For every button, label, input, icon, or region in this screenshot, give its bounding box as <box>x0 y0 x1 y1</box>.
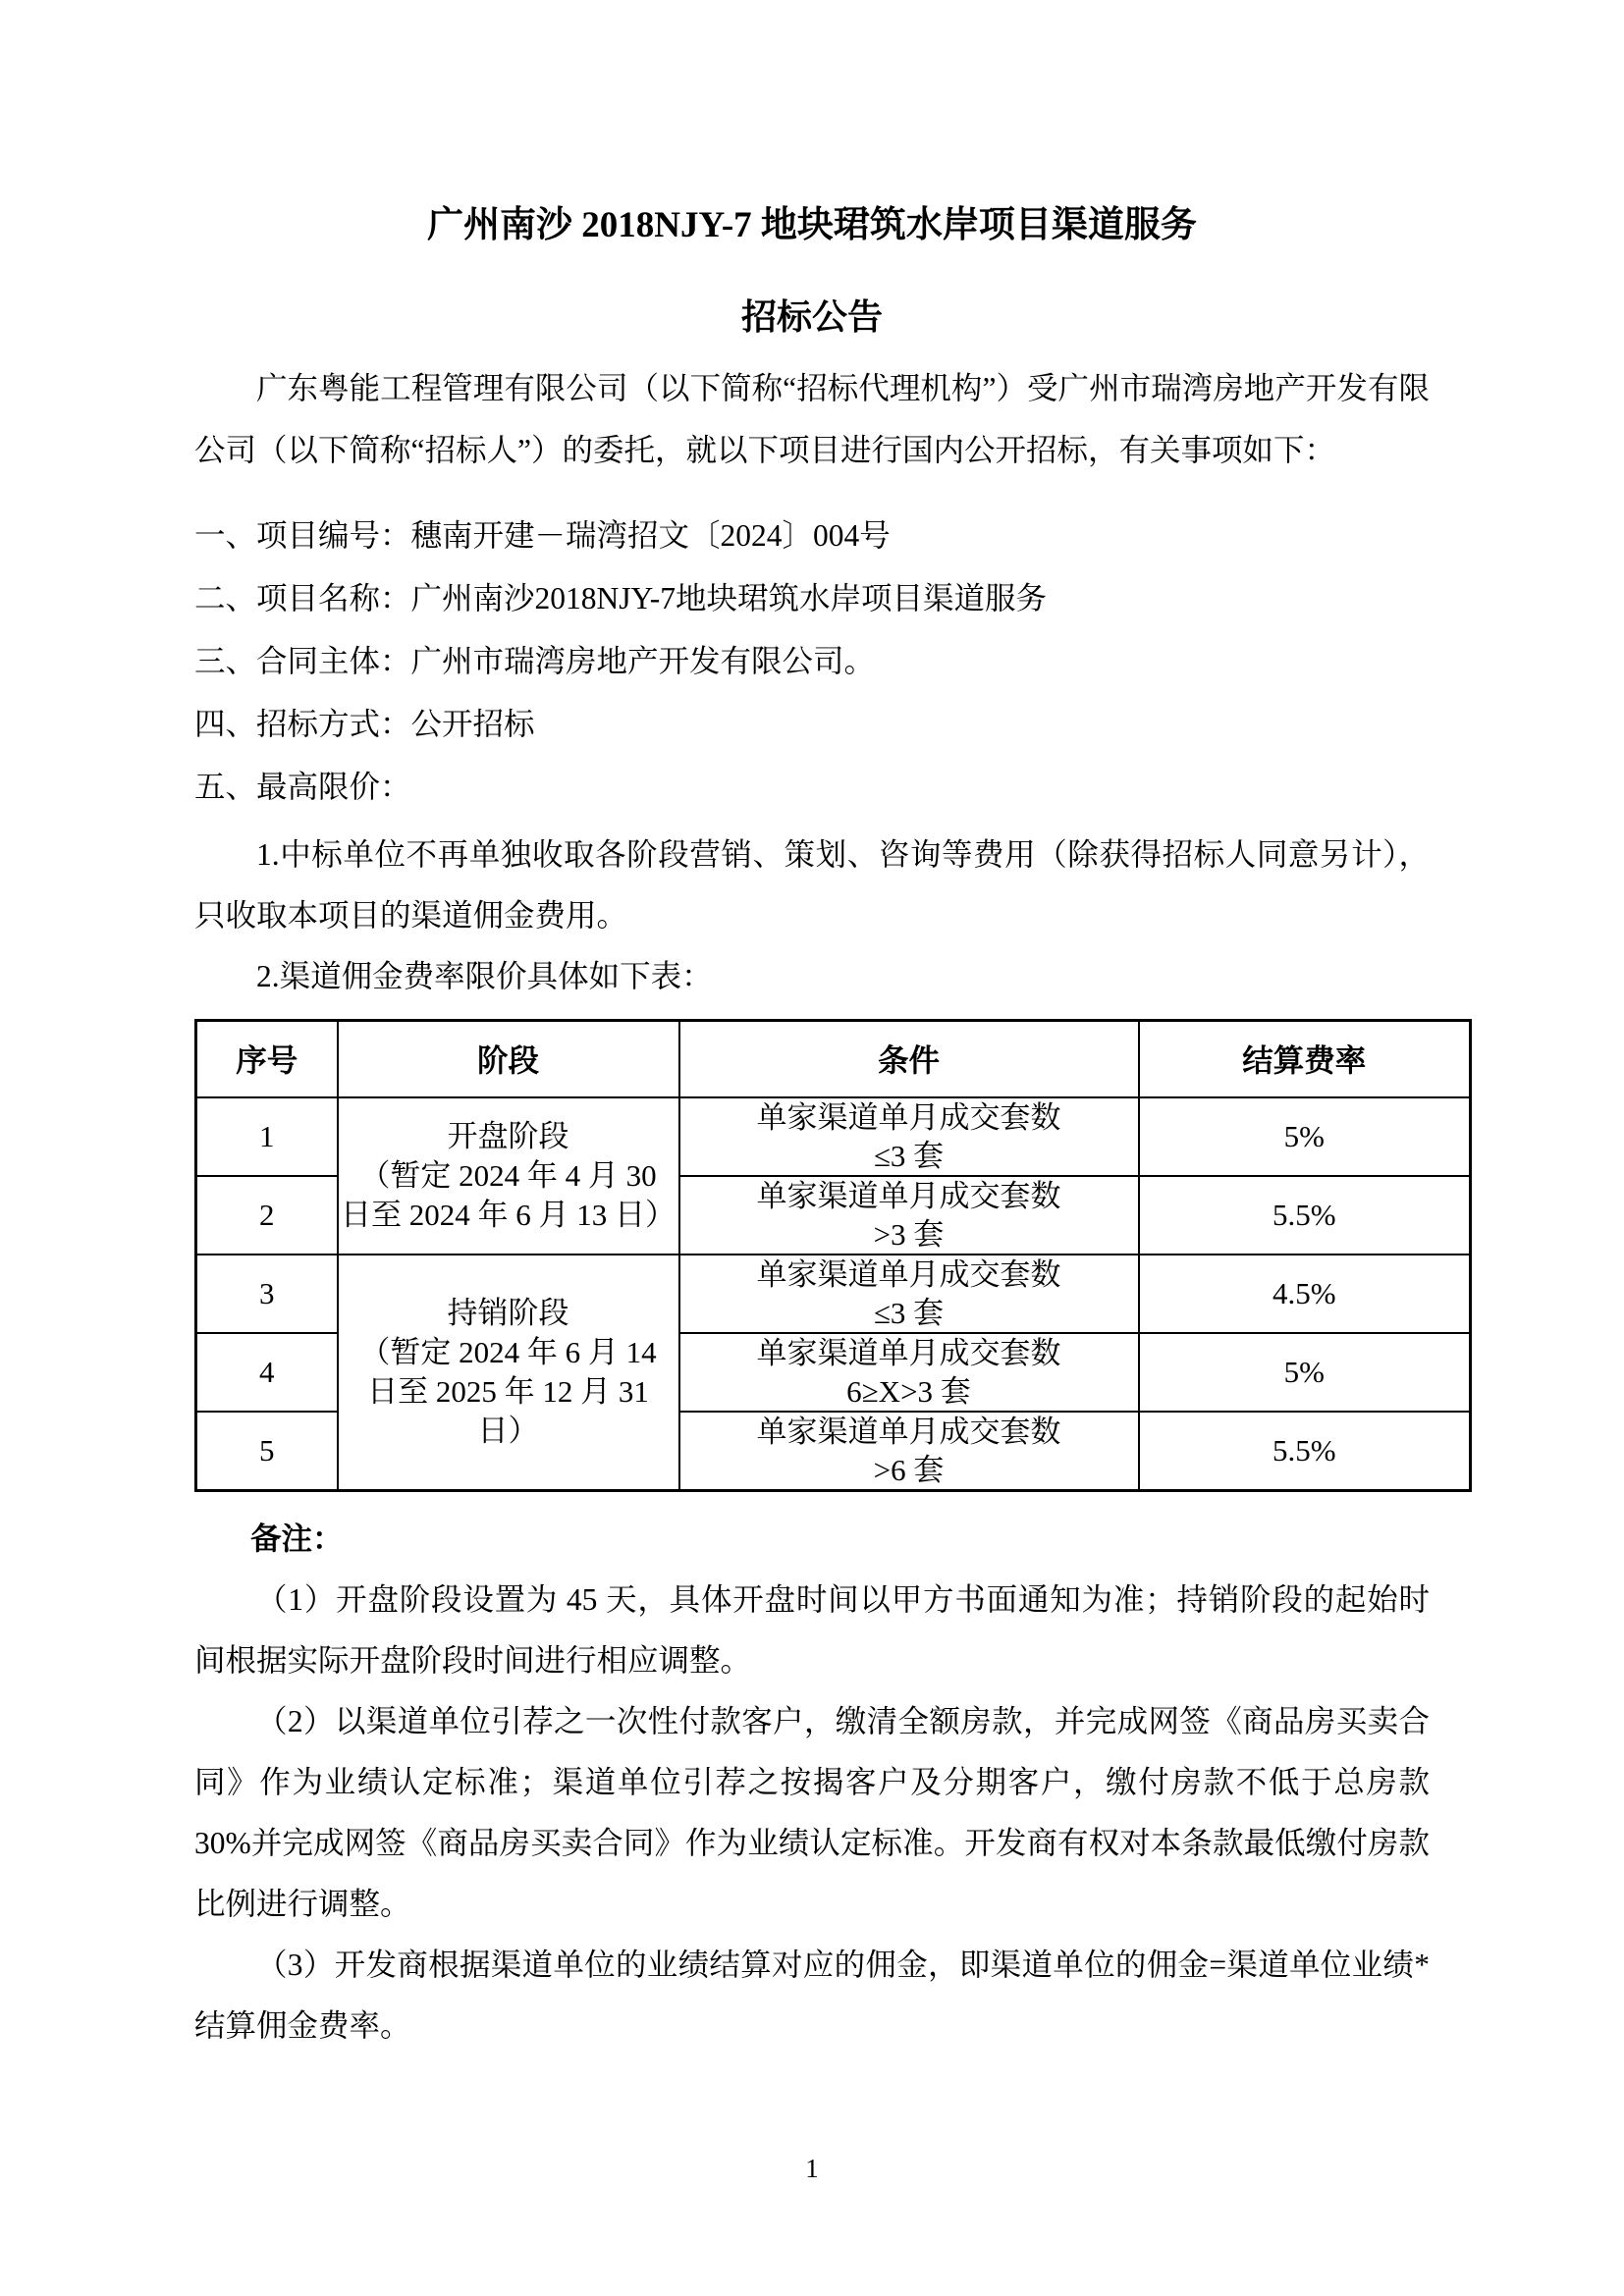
table-header-row <box>196 1021 1471 1097</box>
document-content <box>194 0 1430 2056</box>
table-row <box>196 1255 1471 1333</box>
stage-line: 持销阶段 <box>447 1295 569 1330</box>
seq-cell: 3 <box>196 1255 338 1333</box>
condition-cell <box>679 1255 1139 1333</box>
header-cell-stage: 阶段 <box>338 1021 679 1097</box>
commission-rate-table <box>194 1019 1472 1492</box>
notes-heading: 备注： <box>250 1521 344 1556</box>
header-cell-rate: 结算费率 <box>1139 1021 1471 1097</box>
stage-line: 开盘阶段 <box>447 1118 569 1153</box>
list-item-contract-party: 三、合同主体：广州市瑞湾房地产开发有限公司。 <box>194 644 876 678</box>
sub-item-table-intro: 2.渠道佣金费率限价具体如下表： <box>256 959 713 993</box>
stage-line: （暂定 2024 年 4 月 30 <box>359 1157 657 1193</box>
condition-line: 6≥X>3 套 <box>846 1373 971 1409</box>
note-paragraph-3: （3）开发商根据渠道单位的业绩结算对应的佣金，即渠道单位的佣金=渠道单位业绩*结算佣金费率。 <box>194 1947 1430 2043</box>
condition-line: >6 套 <box>873 1452 945 1487</box>
list-item-project-name: 二、项目名称：广州南沙2018NJY-7地块珺筑水岸项目渠道服务 <box>194 581 1048 615</box>
seq-cell: 4 <box>196 1333 338 1412</box>
condition-line: 单家渠道单月成交套数 <box>756 1178 1061 1213</box>
seq-cell: 1 <box>196 1097 338 1176</box>
header-cell-condition: 条件 <box>679 1021 1139 1097</box>
table-row <box>196 1097 1471 1176</box>
stage-line: 日至 2024 年 6 月 13 日） <box>341 1197 676 1232</box>
rate-cell: 5.5% <box>1139 1412 1471 1491</box>
condition-cell <box>679 1097 1139 1176</box>
stage-line: 日至 2025 年 12 月 31 <box>367 1373 649 1409</box>
rate-cell: 4.5% <box>1139 1255 1471 1333</box>
note-paragraph-1: （1）开盘阶段设置为 45 天，具体开盘时间以甲方书面通知为准；持销阶段的起始时间根据实际开盘阶段时间进行相应调整。 <box>194 1581 1430 1678</box>
condition-line: 单家渠道单月成交套数 <box>756 1099 1061 1135</box>
header-cell-seq: 序号 <box>196 1021 338 1097</box>
document-title: 广州南沙 2018NJY-7 地块珺筑水岸项目渠道服务 <box>427 205 1197 245</box>
condition-line: ≤3 套 <box>873 1295 945 1330</box>
condition-line: 单家渠道单月成交套数 <box>756 1256 1061 1292</box>
condition-line: 单家渠道单月成交套数 <box>756 1335 1061 1370</box>
seq-cell: 2 <box>196 1176 338 1255</box>
list-item-project-number: 一、项目编号：穗南开建－瑞湾招文〔2024〕004号 <box>194 518 891 553</box>
condition-cell <box>679 1412 1139 1491</box>
stage-cell-opening <box>338 1097 679 1255</box>
note-paragraph-2: （2）以渠道单位引荐之一次性付款客户，缴清全额房款，并完成网签《商品房买卖合同》作为业绩认定标准；渠道单位引荐之按揭客户及分期客户，缴付房款不低于总房款 30%并完成网签《商品房买卖合同》作为业绩认定标准。开发商有权对本条款最低缴付房款比例进行调整。 <box>194 1703 1430 1921</box>
list-item-max-price: 五、最高限价： <box>194 770 411 804</box>
seq-cell: 5 <box>196 1412 338 1491</box>
list-item-tender-method: 四、招标方式：公开招标 <box>194 707 535 741</box>
page-number: 1 <box>805 2154 819 2183</box>
document-subtitle: 招标公告 <box>740 297 883 337</box>
sub-item-list <box>194 825 1430 1007</box>
stage-line: 日） <box>477 1413 539 1448</box>
condition-line: >3 套 <box>873 1216 945 1252</box>
numbered-item-list <box>194 505 1430 819</box>
condition-cell <box>679 1176 1139 1255</box>
rate-cell: 5% <box>1139 1333 1471 1412</box>
rate-cell: 5.5% <box>1139 1176 1471 1255</box>
sub-item-fee-clause: 1.中标单位不再单独收取各阶段营销、策划、咨询等费用（除获得招标人同意另计），只收取本项目的渠道佣金费用。 <box>194 837 1430 933</box>
stage-line: （暂定 2024 年 6 月 14 <box>359 1334 657 1369</box>
intro-paragraph: 广东粤能工程管理有限公司（以下简称“招标代理机构”）受广州市瑞湾房地产开发有限公司（以下简称“招标人”）的委托，就以下项目进行国内公开招标，有关事项如下： <box>194 371 1430 467</box>
condition-line: 单家渠道单月成交套数 <box>756 1414 1061 1449</box>
condition-cell <box>679 1333 1139 1412</box>
condition-line: ≤3 套 <box>873 1138 945 1173</box>
rate-cell: 5% <box>1139 1097 1471 1176</box>
stage-cell-sustaining <box>338 1255 679 1491</box>
